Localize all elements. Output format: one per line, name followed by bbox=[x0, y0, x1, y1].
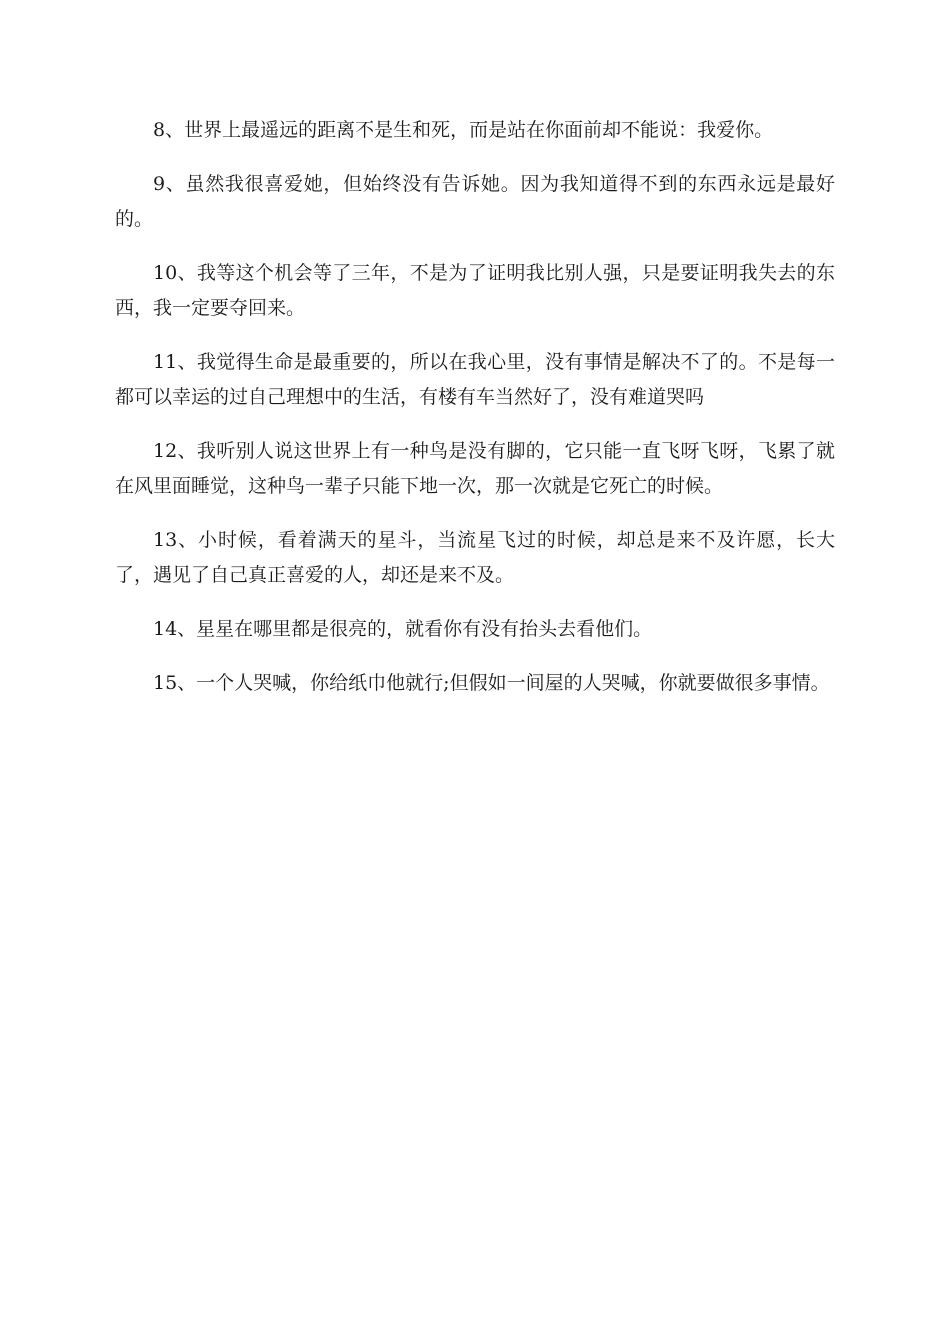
document-page bbox=[115, 113, 835, 720]
paragraph-13: 13、小时候，看着满天的星斗，当流星飞过的时候，却总是来不及许愿，长大了，遇见了自己真正喜爱的人，却还是来不及。 bbox=[115, 529, 835, 586]
paragraph-9: 9、虽然我很喜爱她，但始终没有告诉她。因为我知道得不到的东西永远是最好的。 bbox=[115, 173, 835, 230]
paragraph-14: 14、星星在哪里都是很亮的，就看你有没有抬头去看他们。 bbox=[153, 618, 653, 640]
paragraph-11: 11、我觉得生命是最重要的，所以在我心里，没有事情是解决不了的。不是每一都可以幸运的过自己理想中的生活，有楼有车当然好了，没有难道哭吗 bbox=[115, 351, 835, 408]
paragraph-8: 8、世界上最遥远的距离不是生和死，而是站在你面前却不能说：我爱你。 bbox=[153, 119, 774, 141]
paragraph-10: 10、我等这个机会等了三年，不是为了证明我比别人强，只是要证明我失去的东西，我一定要夺回来。 bbox=[115, 262, 835, 319]
paragraph-15: 15、一个人哭喊，你给纸巾他就行;但假如一间屋的人哭喊，你就要做很多事情。 bbox=[153, 672, 830, 694]
paragraph-12: 12、我听别人说这世界上有一种鸟是没有脚的，它只能一直飞呀飞呀，飞累了就在风里面睡觉，这种鸟一辈子只能下地一次，那一次就是它死亡的时候。 bbox=[115, 440, 835, 497]
